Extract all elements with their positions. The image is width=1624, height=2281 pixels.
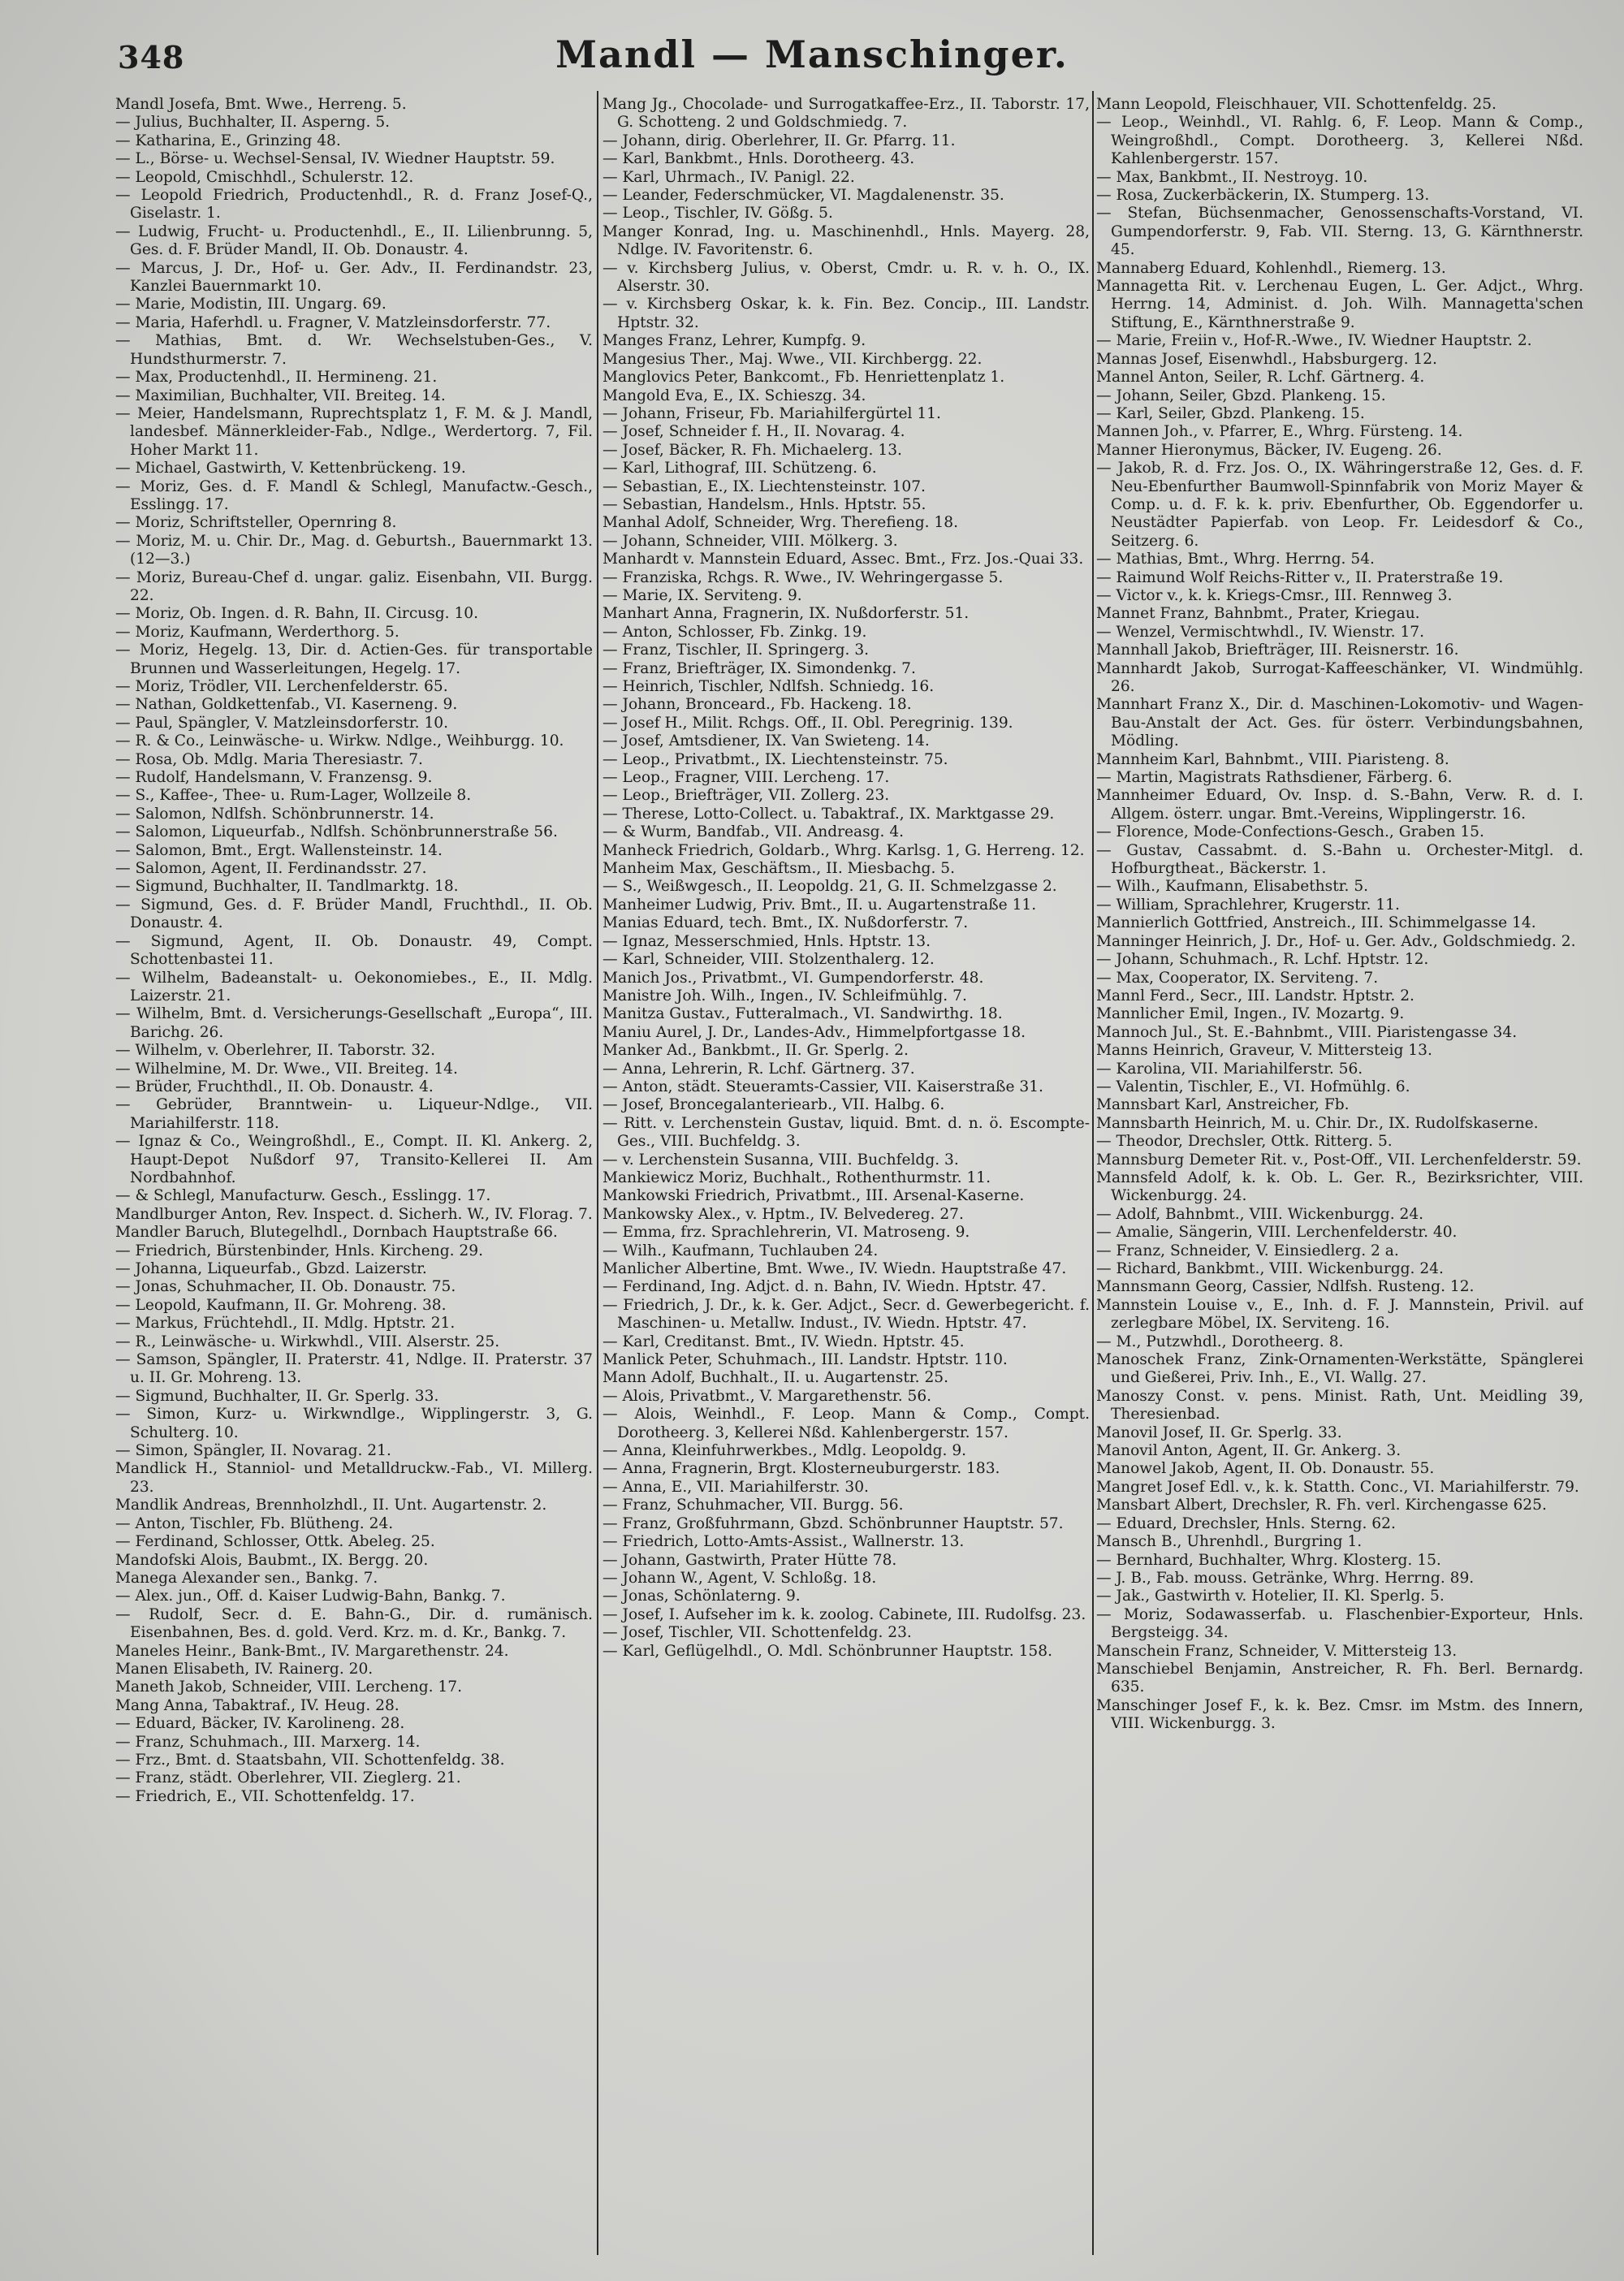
directory-entry: Mannheimer Eduard, Ov. Insp. d. S.-Bahn, Verw. R. d. I. Allgem. österr. ungar. Bmt.-Vereins, Wipplingerstr. 16.	[1096, 787, 1583, 823]
directory-entry: — Simon, Spängler, II. Novarag. 21.	[115, 1442, 391, 1460]
running-head: Mandl — Manschinger.	[555, 32, 1069, 76]
directory-entry: Mann Adolf, Buchhalt., II. u. Augartenstr. 25.	[603, 1369, 949, 1387]
directory-entry: — Jonas, Schönlaterng. 9.	[603, 1588, 801, 1605]
directory-entry: — Frz., Bmt. d. Staatsbahn, VII. Schottenfeldg. 38.	[115, 1751, 505, 1769]
directory-entry: Manitza Gustav., Futteralmach., VI. Sandwirthg. 18.	[603, 1005, 1003, 1023]
directory-entry: — Alois, Weinhdl., F. Leop. Mann & Comp., Compt. Dorotheerg. 3, Kellerei Nßd. Kahlenbergerstr. 157.	[603, 1406, 1090, 1441]
directory-entry: — Leop., Fragner, VIII. Lercheng. 17.	[603, 769, 890, 787]
directory-entry: — Franz, Briefträger, IX. Simondenkg. 7.	[603, 659, 916, 677]
directory-entry: — Leop., Weinhdl., VI. Rahlg. 6, F. Leop. Mann & Comp., Weingroßhdl., Compt. Dorotheerg. 3, Kellerei Nßd. Kahlenbergerstr. 157.	[1096, 114, 1583, 168]
directory-entry: — R. & Co., Leinwäsche- u. Wirkw. Ndlge., Weihburgg. 10.	[115, 732, 564, 750]
directory-entry: — Josef, Bäcker, R. Fh. Michaelerg. 13.	[603, 441, 902, 459]
directory-entry: Mannel Anton, Seiler, R. Lchf. Gärtnerg. 4.	[1096, 369, 1425, 387]
directory-entry: — Katharina, E., Grinzing 48.	[115, 132, 341, 149]
directory-entry: — Maria, Haferhdl. u. Fragner, V. Matzleinsdorferstr. 77.	[115, 313, 551, 331]
directory-entry: Manovil Josef, II. Gr. Sperlg. 33.	[1096, 1423, 1342, 1441]
directory-entry: Manner Hieronymus, Bäcker, IV. Eugeng. 26.	[1096, 441, 1442, 459]
directory-entry: — Moriz, Bureau-Chef d. ungar. galiz. Eisenbahn, VII. Burgg. 22.	[115, 568, 593, 604]
directory-entry: Maneles Heinr., Bank-Bmt., IV. Margarethenstr. 24.	[115, 1642, 509, 1660]
directory-entry: — Karl, Uhrmach., IV. Panigl. 22.	[603, 168, 855, 186]
directory-entry: — Moriz, Ges. d. F. Mandl & Schlegl, Manufactw.-Gesch., Esslingg. 17.	[115, 477, 593, 513]
directory-entry: — Leander, Federschmücker, VI. Magdalenenstr. 35.	[603, 187, 1004, 205]
directory-entry: — Wenzel, Vermischtwhdl., IV. Wienstr. 17.	[1096, 623, 1425, 641]
directory-entry: — Nathan, Goldkettenfab., VI. Kaserneng. 9.	[115, 696, 458, 714]
directory-entry: — Max, Cooperator, IX. Serviteng. 7.	[1096, 969, 1379, 987]
directory-entry: Maneth Jakob, Schneider, VIII. Lercheng. 17.	[115, 1678, 462, 1696]
page-number: 348	[118, 39, 185, 76]
directory-entry: Manger Konrad, Ing. u. Maschinenhdl., Hnls. Mayerg. 28, Ndlge. IV. Favoritenstr. 6.	[603, 222, 1090, 259]
directory-entry: Mandofski Alois, Baubmt., IX. Bergg. 20.	[115, 1551, 429, 1569]
directory-entry: Manglovics Peter, Bankcomt., Fb. Henriettenplatz 1.	[603, 369, 1005, 387]
directory-entry: — Martin, Magistrats Rathsdiener, Färberg. 6.	[1096, 769, 1453, 787]
directory-entry: Mandler Baruch, Blutegelhdl., Dornbach Hauptstraße 66.	[115, 1224, 558, 1242]
directory-entry: — Friedrich, Lotto-Amts-Assist., Wallnerstr. 13.	[603, 1533, 965, 1551]
directory-entry: — Leop., Tischler, IV. Gößg. 5.	[603, 205, 833, 222]
directory-entry: — Victor v., k. k. Kriegs-Cmsr., III. Rennweg 3.	[1096, 586, 1453, 604]
directory-entry: — Rudolf, Secr. d. E. Bahn-G., Dir. d. rumänisch. Eisenbahnen, Bes. d. gold. Verd. Krz. m. d. Kr., Bankg. 7.	[115, 1605, 593, 1642]
directory-entry: — Leop., Privatbmt., IX. Liechtensteinstr. 75.	[603, 750, 948, 768]
directory-entry: — Julius, Buchhalter, II. Asperng. 5.	[115, 114, 391, 132]
directory-entry: — Sigmund, Ges. d. F. Brüder Mandl, Fruchthdl., II. Ob. Donaustr. 4.	[115, 896, 593, 932]
directory-entry: — Anton, städt. Steueramts-Cassier, VII. Kaiserstraße 31.	[603, 1078, 1043, 1095]
directory-entry: — Ritt. v. Lerchenstein Gustav, liquid. Bmt. d. n. ö. Escompte-Ges., VIII. Buchfeldg. 3.	[603, 1114, 1090, 1151]
directory-entry: — Jakob, R. d. Frz. Jos. O., IX. Währingerstraße 12, Ges. d. F. Neu-Ebenfurther Baumwoll-Spinnfabrik von Moriz Mayer & Comp. u. d. F. k. k. priv. Ebenfurther, Ob. Eggendorfer u. Neustädter Papierfab. von Leop. Fr. Leidesdorf & Co., Seitzerg. 6.	[1096, 460, 1583, 550]
directory-entry: Mankowsky Alex., v. Hptm., IV. Belvedereg. 27.	[603, 1205, 964, 1223]
directory-entry: — Moriz, Ob. Ingen. d. R. Bahn, II. Circusg. 10.	[115, 605, 479, 623]
directory-entry: — Salomon, Agent, II. Ferdinandsstr. 27.	[115, 860, 427, 878]
directory-entry: Mannet Franz, Bahnbmt., Prater, Kriegau.	[1096, 605, 1420, 623]
directory-entry: — Theodor, Drechsler, Ottk. Ritterg. 5.	[1096, 1133, 1393, 1151]
directory-entry: — Ferdinand, Ing. Adjct. d. n. Bahn, IV. Wiedn. Hptstr. 47.	[603, 1278, 1047, 1296]
directory-entry: — Rosa, Zuckerbäckerin, IX. Stumperg. 13.	[1096, 187, 1430, 205]
directory-entry: — Franz, Schneider, V. Einsiedlerg. 2 a.	[1096, 1242, 1399, 1259]
directory-entry: — Alois, Privatbmt., V. Margarethenstr. 56.	[603, 1387, 932, 1405]
directory-entry: Mankowski Friedrich, Privatbmt., III. Arsenal-Kaserne.	[603, 1187, 1025, 1205]
directory-entry: Mangold Eva, E., IX. Schieszg. 34.	[603, 387, 866, 404]
directory-entry: — Moriz, Schriftsteller, Opernring 8.	[115, 514, 397, 532]
directory-entry: — & Schlegl, Manufacturw. Gesch., Esslingg. 17.	[115, 1187, 491, 1205]
directory-entry: — Stefan, Büchsenmacher, Genossenschafts-Vorstand, VI. Gumpendorferstr. 9, Fab. VII. Sterng. 13, G. Kärnthnerstr. 45.	[1096, 205, 1583, 259]
directory-entry: Mannsfeld Adolf, k. k. Ob. L. Ger. R., Bezirksrichter, VIII. Wickenburgg. 24.	[1096, 1169, 1583, 1205]
directory-entry: — Wilhelmine, M. Dr. Wwe., VII. Breiteg. 14.	[115, 1060, 458, 1078]
directory-entry: — Leopold, Cmischhdl., Schulerstr. 12.	[115, 168, 414, 186]
directory-entry: — Josef, Broncegalanteriearb., VII. Halbg. 6.	[603, 1096, 945, 1114]
directory-entry: — Friedrich, J. Dr., k. k. Ger. Adjct., Secr. d. Gewerbegericht. f. Maschinen- u. Metallw. Indust., IV. Wiedn. Hptstr. 47.	[603, 1296, 1090, 1333]
directory-entry: Manhardt v. Mannstein Eduard, Assec. Bmt., Frz. Jos.-Quai 33.	[603, 551, 1084, 568]
directory-entry: — Anna, Kleinfuhrwerkbes., Mdlg. Leopoldg. 9.	[603, 1442, 967, 1460]
directory-entry: Manker Ad., Bankbmt., II. Gr. Sperlg. 2.	[603, 1042, 909, 1060]
directory-entry: Mannlicher Emil, Ingen., IV. Mozartg. 9.	[1096, 1005, 1405, 1023]
directory-entry: Mangesius Ther., Maj. Wwe., VII. Kirchbergg. 22.	[603, 350, 983, 368]
directory-entry: — Raimund Wolf Reichs-Ritter v., II. Praterstraße 19.	[1096, 568, 1504, 586]
directory-entry: Manias Eduard, tech. Bmt., IX. Nußdorferstr. 7.	[603, 914, 969, 932]
directory-entry: — Marie, IX. Serviteng. 9.	[603, 586, 802, 604]
directory-entry: Mannierlich Gottfried, Anstreich., III. Schimmelgasse 14.	[1096, 914, 1536, 932]
directory-entry: — Emma, frz. Sprachlehrerin, VI. Matroseng. 9.	[603, 1224, 970, 1242]
directory-entry: Manschinger Josef F., k. k. Bez. Cmsr. im Mstm. des Innern, VIII. Wickenburgg. 3.	[1096, 1696, 1583, 1733]
directory-entry: Manistre Joh. Wilh., Ingen., IV. Schleifmühlg. 7.	[603, 987, 967, 1004]
directory-entry: Manowel Jakob, Agent, II. Ob. Donaustr. 55.	[1096, 1460, 1435, 1478]
directory-entry: Mandlik Andreas, Brennholzhdl., II. Unt. Augartenstr. 2.	[115, 1497, 547, 1514]
directory-entry: — Karl, Geflügelhdl., O. Mdl. Schönbrunner Hauptstr. 158.	[603, 1642, 1053, 1660]
directory-entry: — Johanna, Liqueurfab., Gbzd. Laizerstr.	[115, 1260, 427, 1277]
directory-entry: — Leopold Friedrich, Productenhdl., R. d. Franz Josef-Q., Giselastr. 1.	[115, 187, 593, 222]
directory-entry: — v. Kirchsberg Oskar, k. k. Fin. Bez. Concip., III. Landstr. Hptstr. 32.	[603, 296, 1090, 331]
directory-entry: — Rudolf, Handelsmann, V. Franzensg. 9.	[115, 769, 433, 787]
directory-entry: Manovil Anton, Agent, II. Gr. Ankerg. 3.	[1096, 1442, 1402, 1460]
directory-entry: — L., Börse- u. Wechsel-Sensal, IV. Wiedner Hauptstr. 59.	[115, 150, 555, 168]
directory-entry: — v. Kirchsberg Julius, v. Oberst, Cmdr. u. R. v. h. O., IX. Alserstr. 30.	[603, 259, 1090, 296]
directory-entry: — Sigmund, Buchhalter, II. Tandlmarktg. 18.	[115, 878, 459, 896]
directory-entry: — Amalie, Sängerin, VIII. Lerchenfelderstr. 40.	[1096, 1224, 1458, 1242]
directory-entry: — Wilh., Kaufmann, Tuchlauben 24.	[603, 1242, 879, 1259]
directory-entry: Mannhardt Jakob, Surrogat-Kaffeeschänker, VI. Windmühlg. 26.	[1096, 659, 1583, 695]
directory-entry: — Franz, Großfuhrmann, Gbzd. Schönbrunner Hauptstr. 57.	[603, 1514, 1064, 1532]
directory-entry: Mang Anna, Tabaktraf., IV. Heug. 28.	[115, 1696, 400, 1714]
directory-entry: — Max, Bankbmt., II. Nestroyg. 10.	[1096, 168, 1368, 186]
directory-entry: — J. B., Fab. mouss. Getränke, Whrg. Herrng. 89.	[1096, 1569, 1475, 1587]
directory-entry: Mangret Josef Edl. v., k. k. Statth. Conc., VI. Mariahilferstr. 79.	[1096, 1478, 1579, 1496]
directory-entry: — Meier, Handelsmann, Ruprechtsplatz 1, F. M. & J. Mandl, landesbef. Männerkleider-Fab., Ndlge., Werdertorg. 7, Fil. Hoher Markt 11.	[115, 404, 593, 459]
directory-entry: — M., Putzwhdl., Dorotheerg. 8.	[1096, 1333, 1344, 1350]
directory-entry: — Valentin, Tischler, E., VI. Hofmühlg. 6.	[1096, 1078, 1410, 1095]
column-2	[603, 96, 1090, 2260]
directory-entry: Manninger Heinrich, J. Dr., Hof- u. Ger. Adv., Goldschmiedg. 2.	[1096, 932, 1576, 950]
directory-entry: — Alex. jun., Off. d. Kaiser Ludwig-Bahn, Bankg. 7.	[115, 1588, 506, 1605]
directory-entry: — Friedrich, Bürstenbinder, Hnls. Kircheng. 29.	[115, 1242, 483, 1259]
directory-entry: — Josef H., Milit. Rchgs. Off., II. Obl. Peregrinig. 139.	[603, 714, 1013, 732]
directory-entry: Mansbart Albert, Drechsler, R. Fh. verl. Kirchengasse 625.	[1096, 1497, 1547, 1514]
directory-entry: — Friedrich, E., VII. Schottenfeldg. 17.	[115, 1787, 415, 1805]
directory-entry: — Eduard, Drechsler, Hnls. Sterng. 62.	[1096, 1514, 1396, 1532]
directory-entry: — Heinrich, Tischler, Ndlfsh. Schniedg. 16.	[603, 678, 935, 695]
directory-entry: — Marie, Modistin, III. Ungarg. 69.	[115, 296, 387, 313]
directory-entry: — Brüder, Fruchthdl., II. Ob. Donaustr. 4.	[115, 1078, 434, 1095]
directory-entry: Manega Alexander sen., Bankg. 7.	[115, 1569, 378, 1587]
directory-entry: — Franz, Tischler, II. Springerg. 3.	[603, 642, 870, 659]
directory-entry: — Franziska, Rchgs. R. Wwe., IV. Wehringergasse 5.	[603, 568, 1004, 586]
directory-entry: — Moriz, M. u. Chir. Dr., Mag. d. Geburtsh., Bauernmarkt 13. (12—3.)	[115, 532, 593, 568]
directory-entry: Mannagetta Rit. v. Lerchenau Eugen, L. Ger. Adjct., Whrg. Herrng. 14, Administ. d. Joh. Wilh. Mannagetta'schen Stiftung, E., Kärnthnerstraße 9.	[1096, 278, 1583, 331]
column-rule-left	[597, 91, 598, 2255]
directory-entry: Mannoch Jul., St. E.-Bahnbmt., VIII. Piaristengasse 34.	[1096, 1023, 1518, 1041]
directory-entry: — Moriz, Sodawasserfab. u. Flaschenbier-Exporteur, Hnls. Bergsteigg. 34.	[1096, 1605, 1583, 1642]
directory-entry: — Sebastian, E., IX. Liechtensteinstr. 107.	[603, 477, 926, 495]
directory-entry: Mannen Joh., v. Pfarrer, E., Whrg. Fürsteng. 14.	[1096, 423, 1463, 441]
directory-entry: — Johann, Friseur, Fb. Mariahilfergürtel 11.	[603, 404, 941, 422]
directory-entry: Mannsbart Karl, Anstreicher, Fb.	[1096, 1096, 1350, 1114]
directory-entry: Mannl Ferd., Secr., III. Landstr. Hptstr. 2.	[1096, 987, 1415, 1004]
directory-entry: — Karl, Lithograf, III. Schützeng. 6.	[603, 460, 877, 477]
directory-entry: Mang Jg., Chocolade- und Surrogatkaffee-Erz., II. Taborstr. 17, G. Schotteng. 2 und Goldschmiedg. 7.	[603, 96, 1090, 132]
directory-entry: — Markus, Früchtehdl., II. Mdlg. Hptstr. 21.	[115, 1315, 456, 1333]
directory-entry: — Simon, Kurz- u. Wirkwndlge., Wipplingerstr. 3, G. Schulterg. 10.	[115, 1406, 593, 1441]
directory-entry: — Adolf, Bahnbmt., VIII. Wickenburgg. 24.	[1096, 1205, 1424, 1223]
directory-entry: Manhart Anna, Fragnerin, IX. Nußdorferstr. 51.	[603, 605, 970, 623]
directory-entry: — Sigmund, Buchhalter, II. Gr. Sperlg. 33.	[115, 1387, 439, 1405]
directory-entry: — Sebastian, Handelsm., Hnls. Hptstr. 55.	[603, 495, 926, 513]
directory-entry: Mannstein Louise v., E., Inh. d. F. J. Mannstein, Privil. auf zerlegbare Möbel, IX. Serviteng. 16.	[1096, 1296, 1583, 1333]
directory-entry: Manschein Franz, Schneider, V. Mittersteig 13.	[1096, 1642, 1458, 1660]
directory-entry: Manlicher Albertine, Bmt. Wwe., IV. Wiedn. Hauptstraße 47.	[603, 1260, 1067, 1277]
directory-entry: — Anton, Schlosser, Fb. Zinkg. 19.	[603, 623, 867, 641]
directory-entry: — Josef, Amtsdiener, IX. Van Swieteng. 14.	[603, 732, 930, 750]
directory-entry: — S., Kaffee-, Thee- u. Rum-Lager, Wollzeile 8.	[115, 787, 472, 805]
directory-entry: — v. Lerchenstein Susanna, VIII. Buchfeldg. 3.	[603, 1151, 959, 1169]
directory-entry: Mannhart Franz X., Dir. d. Maschinen-Lokomotiv- und Wagen-Bau-Anstalt der Act. Ges. für österr. Verbindungsbahnen, Mödling.	[1096, 696, 1583, 750]
directory-entry: — Therese, Lotto-Collect. u. Tabaktraf., IX. Marktgasse 29.	[603, 805, 1055, 823]
directory-entry: Manoszy Const. v. pens. Minist. Rath, Unt. Meidling 39, Theresienbad.	[1096, 1387, 1583, 1423]
directory-entry: — Anton, Tischler, Fb. Blütheng. 24.	[115, 1514, 394, 1532]
directory-entry: — Michael, Gastwirth, V. Kettenbrückeng. 19.	[115, 460, 466, 477]
directory-entry: Manich Jos., Privatbmt., VI. Gumpendorferstr. 48.	[603, 969, 984, 987]
directory-entry: — Franz, städt. Oberlehrer, VII. Zieglerg. 21.	[115, 1769, 461, 1787]
directory-entry: Manheimer Ludwig, Priv. Bmt., II. u. Augartenstraße 11.	[603, 896, 1037, 914]
directory-entry: — Moriz, Kaufmann, Werderthorg. 5.	[115, 623, 400, 641]
directory-entry: — Jonas, Schuhmacher, II. Ob. Donaustr. 75.	[115, 1278, 456, 1296]
directory-entry: — William, Sprachlehrer, Krugerstr. 11.	[1096, 896, 1400, 914]
directory-entry: Mannsbarth Heinrich, M. u. Chir. Dr., IX. Rudolfskaserne.	[1096, 1114, 1539, 1132]
directory-entry: — Mathias, Bmt., Whrg. Herrng. 54.	[1096, 551, 1375, 568]
directory-entry: — Mathias, Bmt. d. Wr. Wechselstuben-Ges., V. Hundsthurmerstr. 7.	[115, 332, 593, 368]
directory-entry: Manns Heinrich, Graveur, V. Mittersteig 13.	[1096, 1042, 1432, 1060]
directory-entry: Manoschek Franz, Zink-Ornamenten-Werkstätte, Spänglerei und Gießerei, Priv. Inh., E., VI. Wallg. 27.	[1096, 1351, 1583, 1387]
directory-entry: — Josef, Tischler, VII. Schottenfeldg. 23.	[603, 1624, 912, 1642]
directory-entry: — Franz, Schuhmach., III. Marxerg. 14.	[115, 1733, 421, 1751]
directory-entry: — Anna, Fragnerin, Brgt. Klosterneuburgerstr. 183.	[603, 1460, 1000, 1478]
directory-entry: — Leopold, Kaufmann, II. Gr. Mohreng. 38.	[115, 1296, 447, 1314]
directory-entry: — Moriz, Hegelg. 13, Dir. d. Actien-Ges. für transportable Brunnen und Wasserleitungen, Hegelg. 17.	[115, 642, 593, 677]
directory-entry: — Salomon, Ndlfsh. Schönbrunnerstr. 14.	[115, 805, 434, 823]
column-3	[1096, 96, 1583, 2260]
directory-entry: Manhal Adolf, Schneider, Wrg. Therefieng. 18.	[603, 514, 958, 532]
directory-entry: — Karl, Schneider, VIII. Stolzenthalerg. 12.	[603, 951, 935, 969]
directory-entry: Mannaberg Eduard, Kohlenhdl., Riemerg. 13.	[1096, 259, 1446, 277]
directory-entry: Mansch B., Uhrenhdl., Burgring 1.	[1096, 1533, 1363, 1551]
directory-entry: — Moriz, Trödler, VII. Lerchenfelderstr. 65.	[115, 678, 448, 695]
directory-entry: — Franz, Schuhmacher, VII. Burgg. 56.	[603, 1497, 904, 1514]
column-rule-right	[1092, 91, 1094, 2255]
directory-entry: Mannas Josef, Eisenwhdl., Habsburgerg. 12.	[1096, 350, 1437, 368]
directory-entry: Mannheim Karl, Bahnbmt., VIII. Piaristeng. 8.	[1096, 750, 1449, 768]
directory-entry: — Gustav, Cassabmt. d. S.-Bahn u. Orchester-Mitgl. d. Hofburgtheat., Bäckerstr. 1.	[1096, 841, 1583, 878]
directory-entry: Mandlburger Anton, Rev. Inspect. d. Sicherh. W., IV. Florag. 7.	[115, 1205, 593, 1223]
directory-entry: — Johann, dirig. Oberlehrer, II. Gr. Pfarrg. 11.	[603, 132, 956, 149]
directory-entry: — Florence, Mode-Confections-Gesch., Graben 15.	[1096, 823, 1484, 841]
directory-entry: — Salomon, Liqueurfab., Ndlfsh. Schönbrunnerstraße 56.	[115, 823, 558, 841]
directory-entry: — Paul, Spängler, V. Matzleinsdorferstr. 10.	[115, 714, 449, 732]
directory-entry: — Karl, Bankbmt., Hnls. Dorotheerg. 43.	[603, 150, 915, 168]
directory-entry: — Rosa, Ob. Mdlg. Maria Theresiastr. 7.	[115, 750, 423, 768]
directory-entry: — Josef, Schneider f. H., II. Novarag. 4.	[603, 423, 905, 441]
directory-entry: — Marie, Freiin v., Hof-R.-Wwe., IV. Wiedner Hauptstr. 2.	[1096, 332, 1532, 350]
directory-entry: — Richard, Bankbmt., VIII. Wickenburgg. 24.	[1096, 1260, 1444, 1277]
directory-entry: Manen Elisabeth, IV. Rainerg. 20.	[115, 1660, 374, 1678]
directory-entry: — R., Leinwäsche- u. Wirkwhdl., VIII. Alserstr. 25.	[115, 1333, 500, 1350]
directory-entry: — Karl, Creditanst. Bmt., IV. Wiedn. Hptstr. 45.	[603, 1333, 965, 1350]
directory-entry: Mannhall Jakob, Briefträger, III. Reisnerstr. 16.	[1096, 642, 1459, 659]
directory-entry: — Maximilian, Buchhalter, VII. Breiteg. 14.	[115, 387, 446, 404]
directory-entry: — Eduard, Bäcker, IV. Karolineng. 28.	[115, 1715, 405, 1733]
directory-entry: — Johann, Schuhmach., R. Lchf. Hptstr. 12.	[1096, 951, 1429, 969]
directory-entry: Manschiebel Benjamin, Anstreicher, R. Fh. Berl. Bernardg. 635.	[1096, 1660, 1583, 1696]
directory-entry: Maniu Aurel, J. Dr., Landes-Adv., Himmelpfortgasse 18.	[603, 1023, 1026, 1041]
directory-entry: — Wilhelm, v. Oberlehrer, II. Taborstr. 32.	[115, 1042, 435, 1060]
directory-entry: Mankiewicz Moriz, Buchhalt., Rothenthurmstr. 11.	[603, 1169, 991, 1186]
directory-entry: — Ignaz & Co., Weingroßhdl., E., Compt. II. Kl. Ankerg. 2, Haupt-Depot Nußdorf 97, Transito-Kellerei II. Am Nordbahnhof.	[115, 1133, 593, 1186]
directory-entry: Mandl Josefa, Bmt. Wwe., Herreng. 5.	[115, 96, 407, 113]
directory-entry: — Ignaz, Messerschmied, Hnls. Hptstr. 13.	[603, 932, 931, 950]
directory-entry: — Anna, E., VII. Mariahilferstr. 30.	[603, 1478, 869, 1496]
directory-entry: — Johann, Schneider, VIII. Mölkerg. 3.	[603, 532, 898, 550]
directory-entry: — Anna, Lehrerin, R. Lchf. Gärtnerg. 37.	[603, 1060, 915, 1078]
directory-entry: — Wilhelm, Bmt. d. Versicherungs-Gesellschaft „Europa“, III. Barichg. 26.	[115, 1005, 593, 1041]
directory-entry: — Marcus, J. Dr., Hof- u. Ger. Adv., II. Ferdinandstr. 23, Kanzlei Bauernmarkt 10.	[115, 259, 593, 296]
directory-entry: — Karolina, VII. Mariahilferstr. 56.	[1096, 1060, 1363, 1078]
column-1	[115, 96, 593, 2260]
directory-entry: — Johann, Gastwirth, Prater Hütte 78.	[603, 1551, 897, 1569]
directory-entry: — Ferdinand, Schlosser, Ottk. Abeleg. 25.	[115, 1533, 435, 1551]
directory-entry: — Jak., Gastwirth v. Hotelier, II. Kl. Sperlg. 5.	[1096, 1588, 1445, 1605]
directory-entry: — Leop., Briefträger, VII. Zollerg. 23.	[603, 787, 890, 805]
directory-entry: Manheim Max, Geschäftsm., II. Miesbachg. 5.	[603, 860, 956, 878]
directory-entry: Mandlick H., Stanniol- und Metalldruckw.-Fab., VI. Millerg. 23.	[115, 1460, 593, 1496]
directory-entry: Manlick Peter, Schuhmach., III. Landstr. Hptstr. 110.	[603, 1351, 1008, 1369]
directory-entry: — & Wurm, Bandfab., VII. Andreasg. 4.	[603, 823, 905, 841]
directory-entry: — Ludwig, Frucht- u. Productenhdl., E., II. Lilienbrunng. 5, Ges. d. F. Brüder Mandl, II. Ob. Donaustr. 4.	[115, 222, 593, 259]
directory-entry: — Josef, I. Aufseher im k. k. zoolog. Cabinete, III. Rudolfsg. 23.	[603, 1605, 1086, 1623]
directory-entry: — Max, Productenhdl., II. Hermineng. 21.	[115, 369, 438, 387]
directory-entry: — Johann W., Agent, V. Schloßg. 18.	[603, 1569, 877, 1587]
directory-entry: Mann Leopold, Fleischhauer, VII. Schottenfeldg. 25.	[1096, 96, 1497, 113]
directory-entry: Mannsmann Georg, Cassier, Ndlfsh. Rusteng. 12.	[1096, 1278, 1475, 1296]
directory-entry: — Salomon, Bmt., Ergt. Wallensteinstr. 14.	[115, 841, 443, 859]
directory-entry: — S., Weißwgesch., II. Leopoldg. 21, G. II. Schmelzgasse 2.	[603, 878, 1057, 896]
directory-entry: — Wilh., Kaufmann, Elisabethstr. 5.	[1096, 878, 1369, 896]
directory-entry: Mannsburg Demeter Rit. v., Post-Off., VII. Lerchenfelderstr. 59.	[1096, 1151, 1582, 1169]
directory-entry: — Johann, Bronceard., Fb. Hackeng. 18.	[603, 696, 912, 714]
directory-entry: — Sigmund, Agent, II. Ob. Donaustr. 49, Compt. Schottenbastei 11.	[115, 932, 593, 969]
directory-entry: Manheck Friedrich, Goldarb., Whrg. Karlsg. 1, G. Herreng. 12.	[603, 841, 1085, 859]
directory-entry: — Gebrüder, Branntwein- u. Liqueur-Ndlge., VII. Mariahilferstr. 118.	[115, 1096, 593, 1132]
directory-entry: — Johann, Seiler, Gbzd. Plankeng. 15.	[1096, 387, 1386, 404]
directory-entry: Manges Franz, Lehrer, Kumpfg. 9.	[603, 332, 866, 350]
directory-entry: — Wilhelm, Badeanstalt- u. Oekonomiebes., E., II. Mdlg. Laizerstr. 21.	[115, 969, 593, 1004]
directory-entry: — Karl, Seiler, Gbzd. Plankeng. 15.	[1096, 404, 1365, 422]
directory-entry: — Bernhard, Buchhalter, Whrg. Klosterg. 15.	[1096, 1551, 1441, 1569]
directory-entry: — Samson, Spängler, II. Praterstr. 41, Ndlge. II. Praterstr. 37 u. II. Gr. Mohreng. 13.	[115, 1351, 593, 1387]
